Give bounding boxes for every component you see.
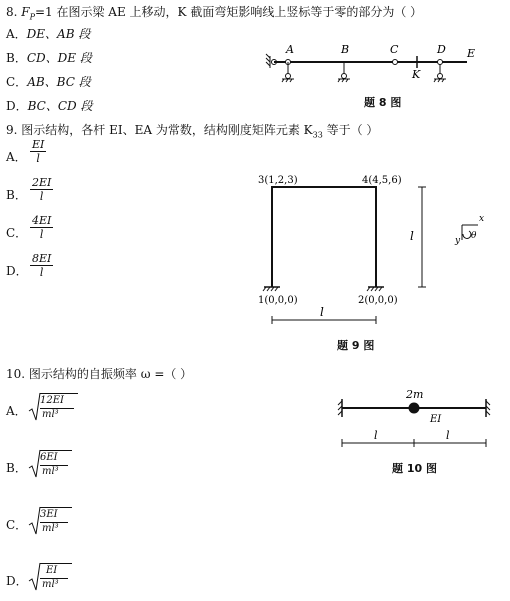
- q8-option-d-text: BC、CD 段: [27, 99, 93, 113]
- q9-option-b-den: l: [39, 190, 44, 203]
- q9-option-c-den: l: [39, 228, 44, 241]
- q9-axis-y: y: [455, 236, 461, 246]
- q8-label-c: C: [390, 43, 399, 56]
- q8-option-c-label: C．: [6, 75, 28, 89]
- q8-option-c-text: AB、BC 段: [27, 75, 91, 89]
- q9-support-2: [367, 287, 384, 291]
- q9-option-c-num: 4EI: [32, 214, 52, 227]
- q9-option-a-den: l: [36, 152, 40, 165]
- q8-hinge-c: [393, 60, 398, 65]
- q8-option-c[interactable]: [6, 73, 91, 90]
- q10-option-c-den: ml³: [42, 523, 59, 534]
- q10-stem: 10. 图示结构的自振频率 ω =（ ）: [6, 367, 193, 381]
- q9-frame: [272, 187, 376, 287]
- q10-left-span-label: l: [374, 429, 378, 442]
- q9-option-a-fraction[interactable]: [30, 138, 46, 165]
- q10-option-c-label: C．: [6, 518, 28, 532]
- q10-beam-figure: [332, 385, 502, 455]
- q10-right-span-label: l: [446, 429, 450, 442]
- q8-hinge-d: [438, 60, 443, 65]
- q8-number: 8.: [6, 5, 22, 19]
- q9-caption: 题 9 图: [337, 339, 375, 352]
- q9-option-c-label: C．: [6, 226, 28, 240]
- q10-option-a-root[interactable]: [28, 392, 86, 422]
- q9-option-d-fraction[interactable]: [30, 252, 53, 279]
- q8-label-e: E: [467, 47, 476, 60]
- q10-option-d-bar: [40, 563, 72, 564]
- q8-option-a-text: DE、AB 段: [26, 27, 91, 41]
- q9-option-b-label: B．: [6, 188, 27, 202]
- q9-width-dimension: [272, 316, 376, 324]
- q10-option-b-label: B．: [6, 461, 27, 475]
- q8-option-b[interactable]: [6, 49, 92, 66]
- q9-height-dimension: [418, 187, 426, 287]
- q8-force-subscript: P: [29, 12, 35, 22]
- q8-label-d: D: [437, 43, 446, 56]
- q9-option-b-num: 2EI: [32, 176, 52, 189]
- q9-option-b-fraction[interactable]: [30, 176, 53, 203]
- q10-option-b-bar: [40, 450, 72, 451]
- q8-option-a-label: A．: [6, 27, 27, 41]
- q10-option-a-bar: [40, 393, 78, 394]
- q8-support-a: [282, 62, 294, 82]
- q8-stem-text: =1 在图示梁 AE 上移动，K 截面弯矩影响线上竖标等于零的部分为（ ）: [34, 5, 423, 19]
- q8-support-b: [338, 62, 350, 82]
- q10-option-d-root[interactable]: [28, 562, 86, 592]
- q10-option-d-label: D．: [6, 574, 28, 588]
- q8-label-b: B: [341, 43, 350, 56]
- q10-right-support: [486, 399, 490, 417]
- q9-height-label: l: [410, 229, 414, 243]
- q8-stem: [6, 3, 422, 21]
- q9-option-a-label: A．: [6, 150, 27, 164]
- q9-stem-tail: 等于（ ）: [322, 123, 379, 137]
- q10-stiffness-label: EI: [430, 414, 442, 425]
- q9-option-d-num: 8EI: [32, 252, 52, 265]
- q8-label-k: K: [412, 68, 421, 81]
- q8-label-a: A: [286, 43, 294, 56]
- q10-option-d-radical-icon: [28, 562, 42, 592]
- q10-option-b-den: ml³: [42, 466, 59, 477]
- q10-caption: 题 10 图: [392, 462, 437, 475]
- q10-option-c-bar: [40, 507, 72, 508]
- q10-mass: [409, 403, 420, 414]
- q8-option-b-label: B．: [6, 51, 27, 65]
- q9-option-a-num: EI: [32, 138, 45, 151]
- q8-option-b-text: CD、DE 段: [26, 51, 92, 65]
- q9-option-d-den: l: [39, 266, 44, 279]
- q10-span-dimension: [342, 439, 486, 447]
- q10-left-support: [338, 399, 342, 417]
- q10-option-b-root[interactable]: [28, 449, 86, 479]
- q10-option-c-num: 3EI: [40, 509, 58, 520]
- q9-stem: [6, 121, 378, 139]
- q10-mass-label: 2m: [406, 388, 424, 401]
- q9-node-3: 3(1,2,3): [258, 175, 298, 186]
- q9-node-2: 2(0,0,0): [358, 295, 398, 306]
- q9-node-4: 4(4,5,6): [362, 175, 402, 186]
- q9-option-d-label: D．: [6, 264, 28, 278]
- q8-option-d[interactable]: [6, 97, 92, 114]
- q9-axis-theta: θ: [471, 231, 477, 241]
- q8-force-symbol: F: [21, 5, 30, 19]
- q9-stem-text: 9. 图示结构，各杆 EI、EA 为常数，结构刚度矩阵元素 K: [6, 123, 313, 137]
- q9-node-1: 1(0,0,0): [258, 295, 298, 306]
- q10-option-c-root[interactable]: [28, 506, 86, 536]
- q10-option-a-num: 12EI: [40, 395, 64, 406]
- q10-option-b-num: 6EI: [40, 452, 58, 463]
- q9-frame-figure: [250, 170, 490, 335]
- q9-support-1: [263, 287, 280, 291]
- q10-option-a-den: ml³: [42, 409, 59, 420]
- q9-width-label: l: [320, 305, 324, 319]
- q10-option-d-den: ml³: [42, 579, 59, 590]
- q9-stem-subscript: 33: [312, 130, 323, 140]
- q9-axis-x: x: [479, 214, 485, 224]
- q8-option-d-label: D．: [6, 99, 28, 113]
- q8-caption: 题 8 图: [364, 96, 402, 109]
- q9-option-c-fraction[interactable]: [30, 214, 53, 241]
- q8-option-a[interactable]: [6, 25, 90, 42]
- q10-option-a-label: A．: [6, 404, 27, 418]
- q10-option-d-num: EI: [46, 565, 58, 576]
